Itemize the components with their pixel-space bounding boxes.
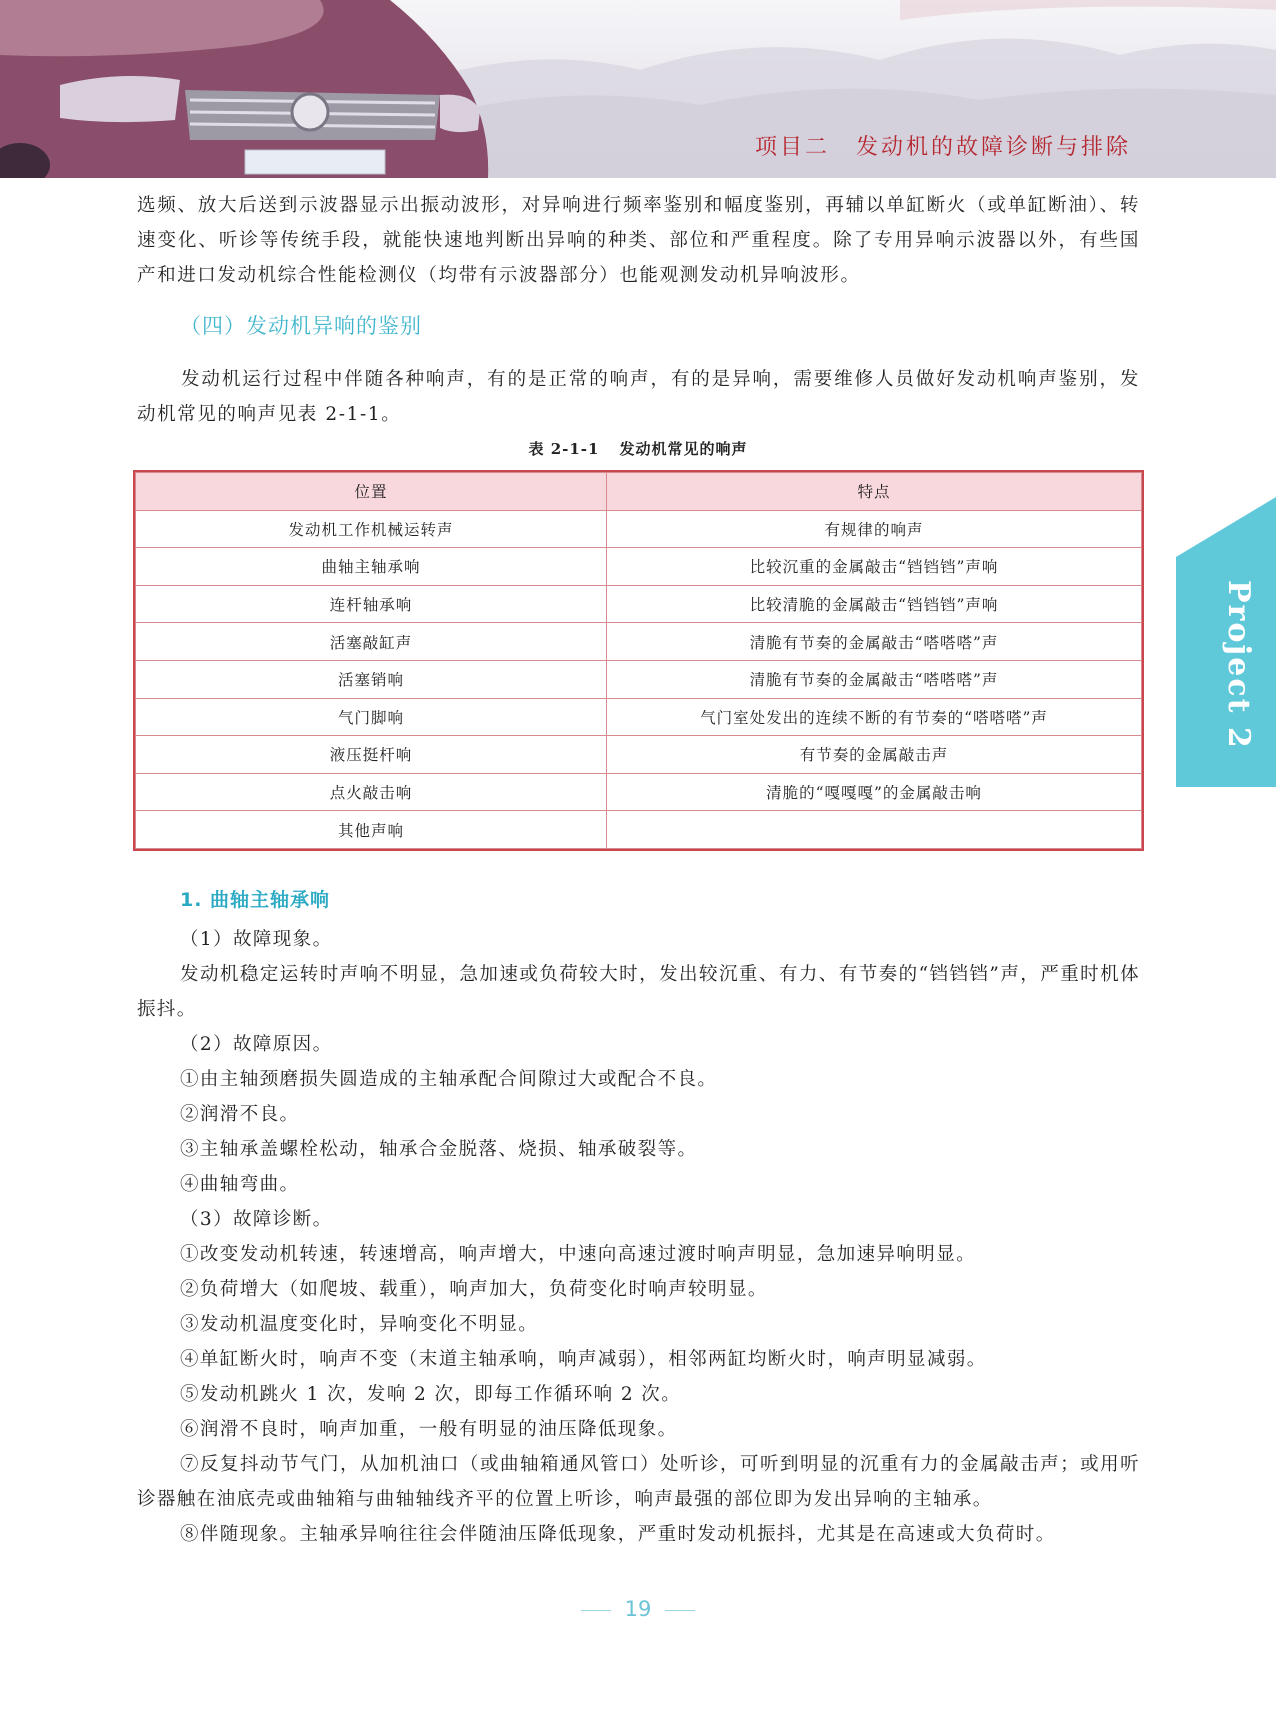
table-cell: 清脆有节奏的金属敲击“嗒嗒嗒”声 [607,623,1142,661]
intro-paragraph: 选频、放大后送到示波器显示出振动波形，对异响进行频率鉴别和幅度鉴别，再辅以单缸断火（或单缸断油）、转速变化、听诊等传统手段，就能快速地判断出异响的种类、部位和严重程度。除了专用异响示波器以外，有些国产和进口发动机综合性能检测仪（均带有示波器部分）也能观测发动机异响波形。 [137,195,1140,286]
table-row [136,623,1142,661]
body-line: ②润滑不良。 [180,1104,300,1125]
body-line: ③主轴承盖螺栓松动，轴承合金脱落、烧损、轴承破裂等。 [180,1139,698,1160]
table-cell: 气门脚响 [136,698,607,736]
table-cell: 活塞敲缸声 [136,623,607,661]
header-project: 项目二 [754,135,830,160]
table-cell [607,811,1142,849]
body-line: ①由主轴颈磨损失圆造成的主轴承配合间隙过大或配合不良。 [180,1069,718,1090]
header-chapter-title: 发动机的故障诊断与排除 [855,135,1131,160]
body-line: ⑧伴随现象。主轴承异响往往会伴随油压降低现象，严重时发动机振抖，尤其是在高速或大负荷时。 [180,1524,1056,1545]
header-banner [0,0,1276,178]
body-line: ③发动机温度变化时，异响变化不明显。 [180,1314,539,1335]
table-header-cell: 特点 [607,473,1142,511]
table-cell: 比较清脆的金属敲击“铛铛铛”声响 [607,585,1142,623]
table-cell: 点火敲击响 [136,773,607,811]
body-line: ⑥润滑不良时，响声加重，一般有明显的油压降低现象。 [180,1419,678,1440]
table-cell: 有规律的响声 [607,510,1142,548]
header-title [755,130,1131,161]
body-line: ④单缸断火时，响声不变（末道主轴承响，响声减弱），相邻两缸均断火时，响声明显减弱。 [180,1349,987,1370]
table-cell: 比较沉重的金属敲击“铛铛铛”声响 [607,548,1142,586]
table-row [136,510,1142,548]
body-line: 发动机稳定运转时声响不明显，急加速或负荷较大时，发出较沉重、有力、有节奏的“铛铛铛”声，严重时机体振抖。 [137,964,1140,1020]
body-line: ⑤发动机跳火 1 次，发响 2 次，即每工作循环响 2 次。 [180,1384,682,1405]
section-paragraph: 发动机运行过程中伴随各种响声，有的是正常的响声，有的是异响，需要维修人员做好发动机响声鉴别，发动机常见的响声见表 2-1-1。 [137,369,1140,425]
subsection-heading: 1. 曲轴主轴承响 [180,889,331,911]
body-line: ②负荷增大（如爬坡、载重），响声加大，负荷变化时响声较明显。 [180,1279,768,1300]
dash-decoration [665,1610,695,1611]
body-line: （1）故障现象。 [180,929,333,950]
body-line: （3）故障诊断。 [180,1209,333,1230]
intro-block [137,188,1140,293]
table-row [136,698,1142,736]
table-header-cell: 位置 [136,473,607,511]
table-cell: 清脆的“嘎嘎嘎”的金属敲击响 [607,773,1142,811]
table-row [136,660,1142,698]
table-caption [0,438,1276,459]
engine-sounds-table [135,472,1142,849]
side-tab-label: Project 2 [1221,580,1256,750]
table-cell: 清脆有节奏的金属敲击“嗒嗒嗒”声 [607,660,1142,698]
body-line: ⑦反复抖动节气门，从加机油口（或曲轴箱通风管口）处听诊，可听到明显的沉重有力的金属敲击声；或用听诊器触在油底壳或曲轴箱与曲轴轴线齐平的位置上听诊，响声最强的部位即为发出异响的主轴承。 [137,1454,1140,1510]
body-line: （2）故障原因。 [180,1034,333,1055]
table-row [136,585,1142,623]
table-row [136,773,1142,811]
subsection-body [137,922,1140,1552]
table-caption-number: 表 2-1-1 [528,440,600,458]
body-line: ①改变发动机转速，转速增高，响声增大，中速向高速过渡时响声明显，急加速异响明显。 [180,1244,977,1265]
table-caption-title: 发动机常见的响声 [619,440,748,458]
table-header-row [136,473,1142,511]
table-cell: 连杆轴承响 [136,585,607,623]
table-cell: 活塞销响 [136,660,607,698]
table-row [136,811,1142,849]
table-cell: 有节奏的金属敲击声 [607,736,1142,774]
table-cell: 其他声响 [136,811,607,849]
section-heading: （四）发动机异响的鉴别 [180,314,422,338]
table-cell: 发动机工作机械运转声 [136,510,607,548]
dash-decoration [581,1610,611,1611]
page-number [0,1597,1276,1621]
table-row [136,548,1142,586]
car-front-icon [0,0,500,178]
table-cell: 液压挺杆响 [136,736,607,774]
section-block [137,362,1140,432]
body-line: ④曲轴弯曲。 [180,1174,300,1195]
table-cell: 气门室处发出的连续不断的有节奏的“嗒嗒嗒”声 [607,698,1142,736]
page-number-value: 19 [624,1597,652,1621]
table-cell: 曲轴主轴承响 [136,548,607,586]
table-row [136,736,1142,774]
